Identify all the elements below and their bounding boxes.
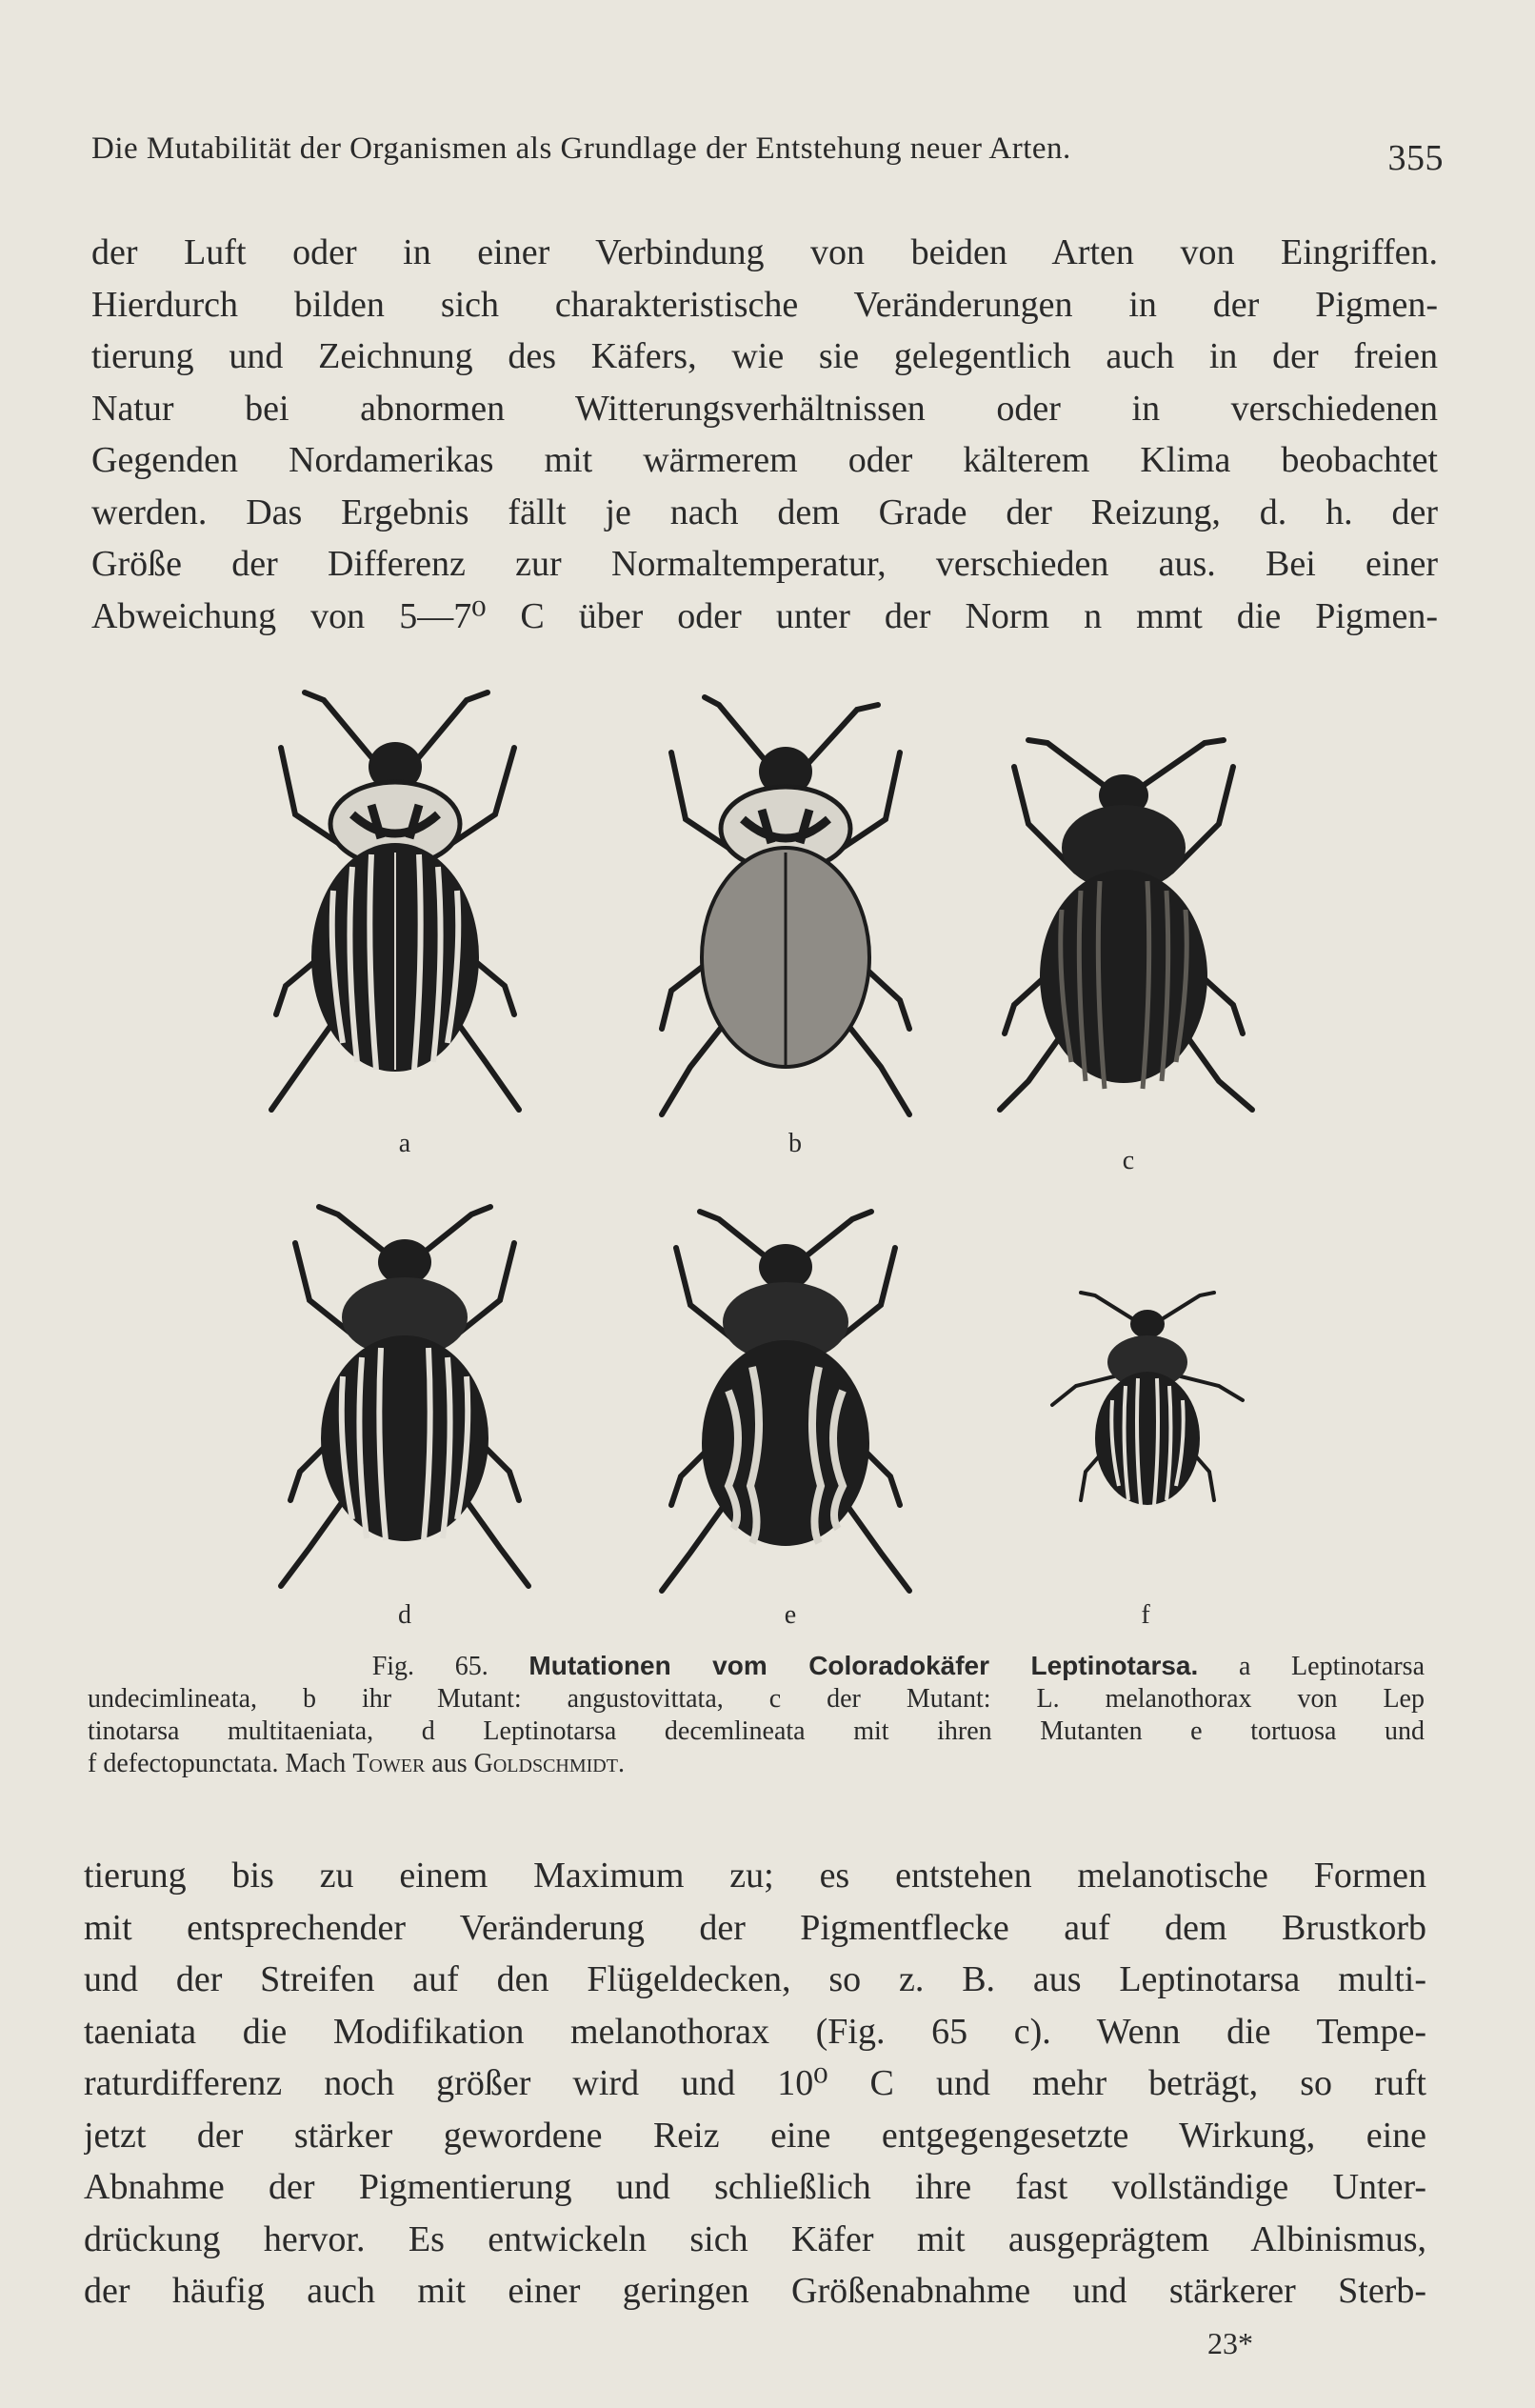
caption-line xyxy=(88,1650,1425,1683)
figure-label-d: d xyxy=(398,1600,411,1630)
text-line: werden. Das Ergebnis fällt je nach dem Grade der Reizung, d. h. der xyxy=(91,492,1438,532)
figure-label-f: f xyxy=(1141,1600,1150,1630)
text-line: tierung bis zu einem Maximum zu; es entstehen melanotische Formen xyxy=(84,1856,1426,1896)
caption-author-tower: Tower xyxy=(352,1749,426,1778)
text-line: und der Streifen auf den Flügeldecken, so z. B. aus Leptinotarsa multi- xyxy=(84,1959,1426,1999)
caption-line1-rest: a Leptinotarsa xyxy=(1238,1652,1425,1681)
text-line: raturdifferenz noch größer wird und 10⁰ C und mehr beträgt, so ruft xyxy=(84,2063,1426,2103)
text-line: Natur bei abnormen Witterungsverhältnissen oder in verschiedenen xyxy=(91,388,1438,429)
caption-line: undecimlineata, b ihr Mutant: angustovittata, c der Mutant: L. melanothorax von Lep xyxy=(88,1684,1425,1714)
figure-label-e: e xyxy=(784,1600,797,1630)
text-line: Gegenden Nordamerikas mit wärmerem oder kälterem Klima beobachtet xyxy=(91,440,1438,480)
text-line: Abweichung von 5—7⁰ C über oder unter der Norm n mmt die Pigmen- xyxy=(91,595,1438,636)
beetle-a xyxy=(238,681,552,1129)
caption-line: tinotarsa multitaeniata, d Leptinotarsa decemlineata mit ihren Mutanten e tortuosa und xyxy=(88,1716,1425,1746)
text-line: der Luft oder in einer Verbindung von beiden Arten von Eingriffen. xyxy=(91,232,1438,272)
text-line: drückung hervor. Es entwickeln sich Käfer mit ausgeprägtem Albinismus, xyxy=(84,2218,1426,2259)
beetle-e xyxy=(638,1200,933,1610)
caption-line4-b: aus xyxy=(431,1749,468,1778)
page-number: 355 xyxy=(1387,138,1444,178)
text-line: Abnahme der Pigmentierung und schließlich ihre fast vollständige Unter- xyxy=(84,2167,1426,2207)
beetle-c xyxy=(971,729,1276,1129)
beetle-figure xyxy=(209,681,1305,1653)
caption-fig-number: Fig. 65. xyxy=(371,1652,488,1681)
paragraph-top xyxy=(91,227,1438,642)
beetle-d xyxy=(257,1195,552,1605)
text-line: Hierdurch bilden sich charakteristische Veränderungen in der Pigmen- xyxy=(91,284,1438,325)
caption-line xyxy=(88,1748,1425,1780)
text-line: der häufig auch mit einer geringen Größenabnahme und stärkerer Sterb- xyxy=(84,2271,1426,2311)
caption-title: Mutationen vom Coloradokäfer Leptinotarsa. xyxy=(528,1651,1199,1680)
beetle-f xyxy=(1038,1281,1257,1529)
paragraph-bottom xyxy=(84,1850,1426,2318)
figure-label-c: c xyxy=(1122,1146,1135,1175)
running-head xyxy=(91,131,1444,178)
text-line: Größe der Differenz zur Normaltemperatur, verschieden aus. Bei einer xyxy=(91,544,1438,584)
text-line: taeniata die Modifikation melanothorax (Fig. 65 c). Wenn die Tempe- xyxy=(84,2011,1426,2052)
signature-mark: 23* xyxy=(1207,2326,1253,2360)
beetle-b xyxy=(628,686,943,1134)
text-line: tierung und Zeichnung des Käfers, wie sie gelegentlich auch in der freien xyxy=(91,336,1438,376)
figure-label-b: b xyxy=(788,1129,802,1158)
figure-label-a: a xyxy=(398,1129,411,1158)
caption-line4-a: f defectopunctata. Mach xyxy=(88,1749,347,1778)
caption-author-goldschmidt: Goldschmidt. xyxy=(473,1749,625,1778)
running-head-title: Die Mutabilität der Organismen als Grundlage der Entstehung neuer Arten. xyxy=(91,131,1071,166)
text-line: jetzt der stärker gewordene Reiz eine entgegengesetzte Wirkung, eine xyxy=(84,2115,1426,2156)
figure-caption xyxy=(88,1650,1425,1780)
text-line: mit entsprechender Veränderung der Pigmentflecke auf dem Brustkorb xyxy=(84,1907,1426,1948)
